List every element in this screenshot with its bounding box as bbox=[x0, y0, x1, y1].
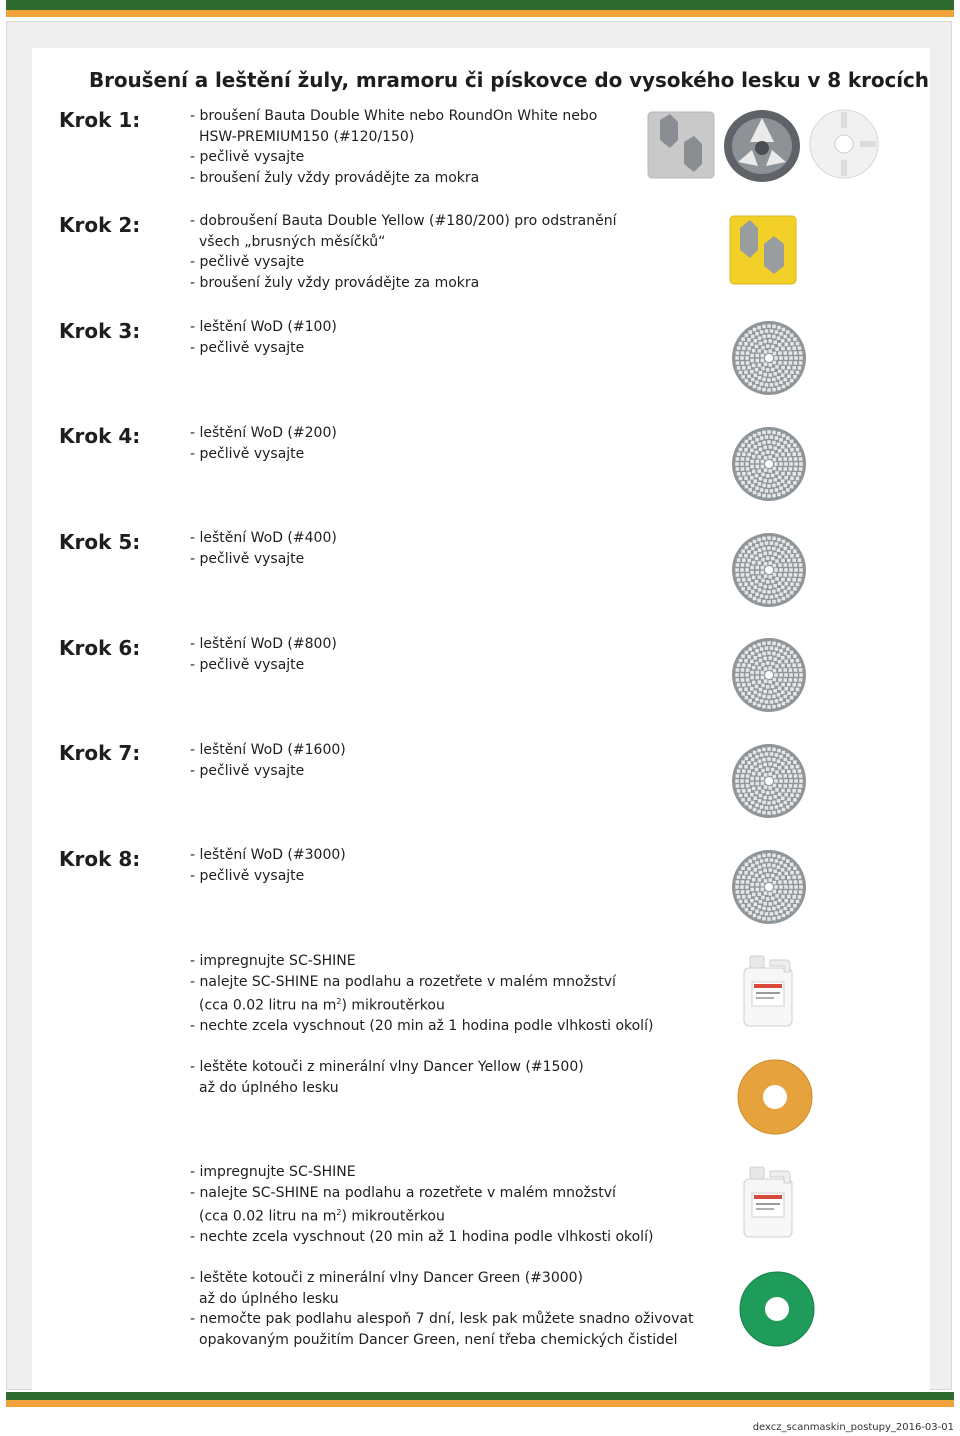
step-8-line: - leštění WoD (#3000) bbox=[190, 847, 346, 863]
dancer-green-line: - nemočte pak podlahu alespoň 7 dní, lesk pak můžete snadno oživovat bbox=[190, 1311, 694, 1328]
sc-shine-canister-image bbox=[740, 954, 796, 1028]
dancer-yellow-line: - leštěte kotouči z minerální vlny Dancer Yellow (#1500) bbox=[190, 1059, 584, 1075]
step-6-label: Krok 6: bbox=[59, 636, 141, 660]
step-4-line: - leštění WoD (#200) bbox=[190, 425, 337, 441]
wod-1600-pad-image bbox=[729, 741, 809, 821]
top-stripe-orange bbox=[6, 10, 954, 17]
step-5-line: - leštění WoD (#400) bbox=[190, 530, 337, 546]
impregnation-1-line: - nalejte SC-SHINE na podlahu a rozetřete v malém množství bbox=[190, 973, 616, 990]
impregnation-1-text bbox=[190, 951, 710, 1037]
top-stripe-green bbox=[6, 0, 954, 10]
step-5-line: - pečlivě vysajte bbox=[190, 550, 305, 567]
bottom-stripe-orange bbox=[6, 1400, 954, 1407]
step-1-text bbox=[190, 106, 690, 188]
impregnation-2-line: - nalejte SC-SHINE na podlahu a rozetřete v malém množství bbox=[190, 1184, 616, 1201]
dancer-green-line: až do úplného lesku bbox=[199, 1290, 339, 1307]
step-4-label: Krok 4: bbox=[59, 424, 141, 448]
step-1-line: HSW-PREMIUM150 (#120/150) bbox=[199, 128, 415, 145]
bauta-white-pad-image bbox=[646, 110, 716, 180]
step-7-line: - leštění WoD (#1600) bbox=[190, 742, 346, 758]
step-2-line: - dobroušení Bauta Double Yellow (#180/200) pro odstranění bbox=[190, 213, 617, 229]
impregnation-2-line bbox=[190, 1203, 710, 1227]
step-4-text bbox=[190, 423, 690, 464]
impregnation-1-line bbox=[190, 992, 710, 1016]
dancer-green-text bbox=[190, 1268, 750, 1350]
step-2-line: - pečlivě vysajte bbox=[190, 254, 305, 271]
step-7-label: Krok 7: bbox=[59, 741, 141, 765]
step-2-line: všech „brusných měsíčků“ bbox=[199, 233, 386, 250]
bauta-yellow-pad-image bbox=[728, 214, 798, 286]
roundon-white-pad-image bbox=[722, 108, 802, 184]
page-title: Broušení a leštění žuly, mramoru či pískovce do vysokého lesku v 8 krocích bbox=[89, 68, 929, 92]
step-2-line: - broušení žuly vždy provádějte za mokra bbox=[190, 274, 480, 291]
dancer-yellow-text bbox=[190, 1057, 690, 1098]
wod-800-pad-image bbox=[729, 635, 809, 715]
dancer-green-line: opakovaným použitím Dancer Green, není třeba chemických čistidel bbox=[199, 1331, 678, 1348]
step-1-line: - broušení žuly vždy provádějte za mokra bbox=[190, 169, 480, 186]
dancer-green-disc-image bbox=[738, 1270, 816, 1348]
step-6-text bbox=[190, 634, 690, 675]
step-3-line: - leštění WoD (#100) bbox=[190, 319, 337, 335]
step-6-line: - pečlivě vysajte bbox=[190, 656, 305, 673]
dancer-green-line: - leštěte kotouči z minerální vlny Dancer Green (#3000) bbox=[190, 1270, 584, 1286]
wod-100-pad-image bbox=[729, 318, 809, 398]
impregnation-2-line3b: ) mikroutěrkou bbox=[341, 1208, 445, 1225]
impregnation-1-sup: 2 bbox=[336, 997, 342, 1007]
dancer-yellow-line: až do úplného lesku bbox=[199, 1079, 339, 1096]
step-5-text bbox=[190, 528, 690, 569]
step-2-label: Krok 2: bbox=[59, 213, 141, 237]
wod-200-pad-image bbox=[729, 424, 809, 504]
dancer-yellow-disc-image bbox=[736, 1058, 814, 1136]
step-3-line: - pečlivě vysajte bbox=[190, 339, 305, 356]
step-8-text bbox=[190, 845, 690, 886]
impregnation-2-line: - nechte zcela vyschnout (20 min až 1 hodina podle vlhkosti okolí) bbox=[190, 1229, 654, 1246]
step-2-text bbox=[190, 211, 690, 293]
step-8-label: Krok 8: bbox=[59, 847, 141, 871]
step-3-label: Krok 3: bbox=[59, 319, 141, 343]
sc-shine-canister-image bbox=[740, 1165, 796, 1239]
wod-400-pad-image bbox=[729, 530, 809, 610]
step-4-line: - pečlivě vysajte bbox=[190, 445, 305, 462]
step-1-line: - broušení Bauta Double White nebo RoundOn White nebo bbox=[190, 108, 598, 124]
impregnation-2-line3a: (cca 0.02 litru na m bbox=[199, 1208, 337, 1225]
step-3-text bbox=[190, 317, 690, 358]
step-7-line: - pečlivě vysajte bbox=[190, 762, 305, 779]
impregnation-1-line3b: ) mikroutěrkou bbox=[341, 997, 445, 1014]
step-8-line: - pečlivě vysajte bbox=[190, 867, 305, 884]
wod-3000-pad-image bbox=[729, 847, 809, 927]
impregnation-2-line: - impregnujte SC-SHINE bbox=[190, 1164, 356, 1180]
impregnation-2-sup: 2 bbox=[336, 1208, 342, 1218]
impregnation-1-line: - impregnujte SC-SHINE bbox=[190, 953, 356, 969]
impregnation-1-line3a: (cca 0.02 litru na m bbox=[199, 997, 337, 1014]
step-7-text bbox=[190, 740, 690, 781]
impregnation-2-text bbox=[190, 1162, 710, 1248]
step-6-line: - leštění WoD (#800) bbox=[190, 636, 337, 652]
document-code: dexcz_scanmaskin_postupy_2016-03-01 bbox=[752, 1422, 954, 1433]
impregnation-1-line: - nechte zcela vyschnout (20 min až 1 hodina podle vlhkosti okolí) bbox=[190, 1018, 654, 1035]
bottom-stripe-green bbox=[6, 1392, 954, 1400]
hsw-premium-pad-image bbox=[808, 108, 880, 180]
step-1-label: Krok 1: bbox=[59, 108, 141, 132]
step-5-label: Krok 5: bbox=[59, 530, 141, 554]
step-1-line: - pečlivě vysajte bbox=[190, 149, 305, 166]
